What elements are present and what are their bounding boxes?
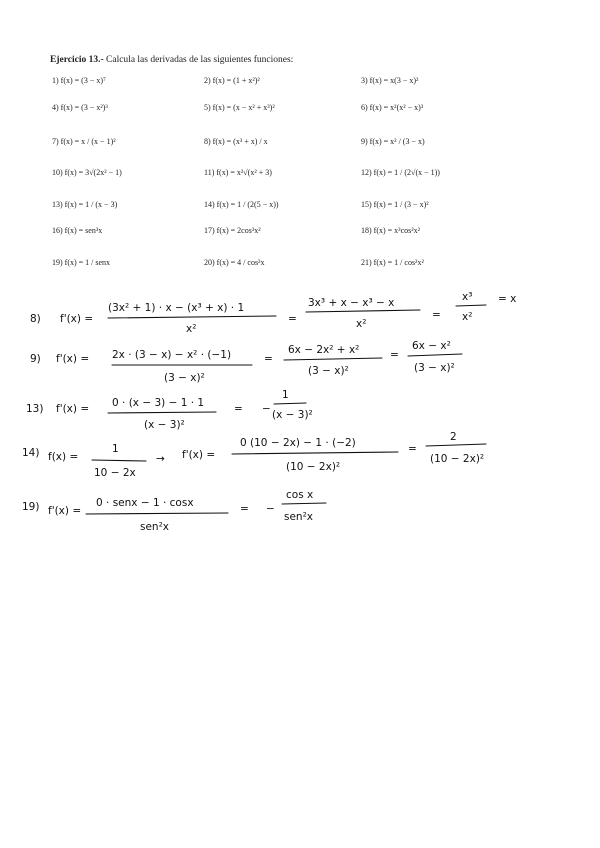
- solution-14-num1: 0 (10 − 2x) − 1 · (−2): [240, 437, 356, 449]
- fraction-bar: [306, 310, 420, 312]
- exercise-12: 12) f(x) = 1 / (2√(x − 1)): [361, 168, 440, 177]
- solution-8: [30, 291, 516, 335]
- fraction-bar: [274, 403, 306, 404]
- exercise-15: 15) f(x) = 1 / (3 − x)²: [361, 200, 429, 209]
- solution-14-lhs: f(x) =: [48, 451, 79, 463]
- exercise-4: 4) f(x) = (3 − x²)³: [52, 103, 108, 112]
- solution-8-den1: x²: [186, 323, 197, 335]
- solution-19-label: 19): [22, 501, 40, 513]
- solution-9-num3: 6x − x²: [412, 340, 451, 352]
- svg-text:=: =: [234, 403, 243, 415]
- exercise-17: 17) f(x) = 2cos³x²: [204, 226, 261, 235]
- solution-13-num2: 1: [282, 389, 289, 401]
- solution-9-label: 9): [30, 353, 41, 365]
- exercise-instruction: Calcula las derivadas de las siguientes funciones:: [106, 55, 294, 65]
- solution-14-den0: 10 − 2x: [94, 467, 136, 479]
- exercise-21: 21) f(x) = 1 / cos²x²: [361, 258, 424, 267]
- solution-8-num3: x³: [462, 291, 473, 303]
- solution-19-den2: sen²x: [284, 511, 314, 523]
- solution-8-label: 8): [30, 313, 41, 325]
- solution-19-den1: sen²x: [140, 521, 170, 533]
- fraction-bar: [284, 358, 382, 360]
- solution-19-num1: 0 · senx − 1 · cosx: [96, 497, 194, 509]
- solution-14-den1: (10 − 2x)²: [286, 461, 341, 473]
- solution-8-num2: 3x³ + x − x³ − x: [308, 297, 395, 309]
- exercise-7: 7) f(x) = x / (x − 1)²: [52, 137, 116, 146]
- solution-19-neg: −: [266, 503, 275, 515]
- exercise-18: 18) f(x) = x³cos²x²: [361, 226, 421, 235]
- solution-19: [22, 489, 326, 533]
- solution-8-den3: x²: [462, 311, 473, 323]
- solution-13: [26, 389, 313, 431]
- solution-13-den2: (x − 3)²: [272, 409, 313, 421]
- fraction-bar: [282, 503, 326, 504]
- solution-9-lhs: f'(x) =: [56, 353, 90, 365]
- fraction-bar: [92, 460, 146, 461]
- fraction-bar: [232, 452, 398, 454]
- exercise-19: 19) f(x) = 1 / senx: [52, 258, 111, 267]
- exercise-14: 14) f(x) = 1 / (2(5 − x)): [204, 200, 279, 209]
- solution-8-result: = x: [498, 293, 517, 305]
- svg-text:=: =: [432, 309, 441, 321]
- solution-9-den2: (3 − x)²: [308, 365, 349, 377]
- fraction-bar: [426, 444, 486, 446]
- solution-9-den3: (3 − x)²: [414, 362, 455, 374]
- fraction-bar: [108, 412, 216, 413]
- exercise-6: 6) f(x) = x²(x² − x)³: [361, 103, 424, 112]
- exercise-1: 1) f(x) = (3 − x)⁷: [52, 76, 106, 85]
- solution-8-num1: (3x² + 1) · x − (x³ + x) · 1: [108, 302, 245, 314]
- solution-13-den1: (x − 3)²: [144, 419, 185, 431]
- solution-19-lhs: f'(x) =: [48, 505, 82, 517]
- solution-8-den2: x²: [356, 318, 367, 330]
- fraction-bar: [408, 354, 462, 356]
- svg-text:=: =: [390, 349, 399, 361]
- solution-9-den1: (3 − x)²: [164, 372, 205, 384]
- svg-text:=: =: [264, 353, 273, 365]
- svg-text:=: =: [288, 313, 297, 325]
- exercise-8: 8) f(x) = (x³ + x) / x: [204, 137, 268, 146]
- solution-14-num0: 1: [112, 443, 119, 455]
- exercise-13: 13) f(x) = 1 / (x − 3): [52, 200, 118, 209]
- solution-9-num1: 2x · (3 − x) − x² · (−1): [112, 349, 232, 361]
- solution-9-num2: 6x − 2x² + x²: [288, 344, 360, 356]
- solution-14-num2: 2: [450, 431, 457, 443]
- exercise-9: 9) f(x) = x² / (3 − x): [361, 137, 425, 146]
- exercise-2: 2) f(x) = (1 + x²)²: [204, 76, 260, 85]
- solution-13-lhs: f'(x) =: [56, 403, 90, 415]
- fraction-bar: [108, 316, 276, 318]
- solution-8-lhs: f'(x) =: [60, 313, 94, 325]
- exercise-5: 5) f(x) = (x − x² + x³)²: [204, 103, 275, 112]
- solution-9: [30, 340, 462, 384]
- fraction-bar: [456, 305, 486, 306]
- exercise-3: 3) f(x) = x(3 − x)²: [361, 76, 419, 85]
- exercise-11: 11) f(x) = x²√(x² + 3): [204, 168, 272, 177]
- solution-14-den2: (10 − 2x)²: [430, 453, 485, 465]
- solution-14: [22, 431, 486, 479]
- svg-text:=: =: [240, 503, 249, 515]
- solution-14-lhs2: f'(x) =: [182, 449, 216, 461]
- solution-14-label: 14): [22, 447, 40, 459]
- solution-19-num2: cos x: [286, 489, 314, 501]
- exercise-20: 20) f(x) = 4 / cos²x: [204, 258, 265, 267]
- svg-text:=: =: [408, 443, 417, 455]
- solution-14-arrow: →: [156, 453, 165, 465]
- solution-13-neg: −: [262, 403, 271, 415]
- fraction-bar: [86, 513, 228, 514]
- exercise-16: 16) f(x) = sen³x: [52, 226, 103, 235]
- exercise-title: Ejercicio 13.-: [50, 55, 104, 65]
- exercise-10: 10) f(x) = 3√(2x² − 1): [52, 168, 122, 177]
- solution-13-label: 13): [26, 403, 44, 415]
- solution-13-num1: 0 · (x − 3) − 1 · 1: [112, 397, 205, 409]
